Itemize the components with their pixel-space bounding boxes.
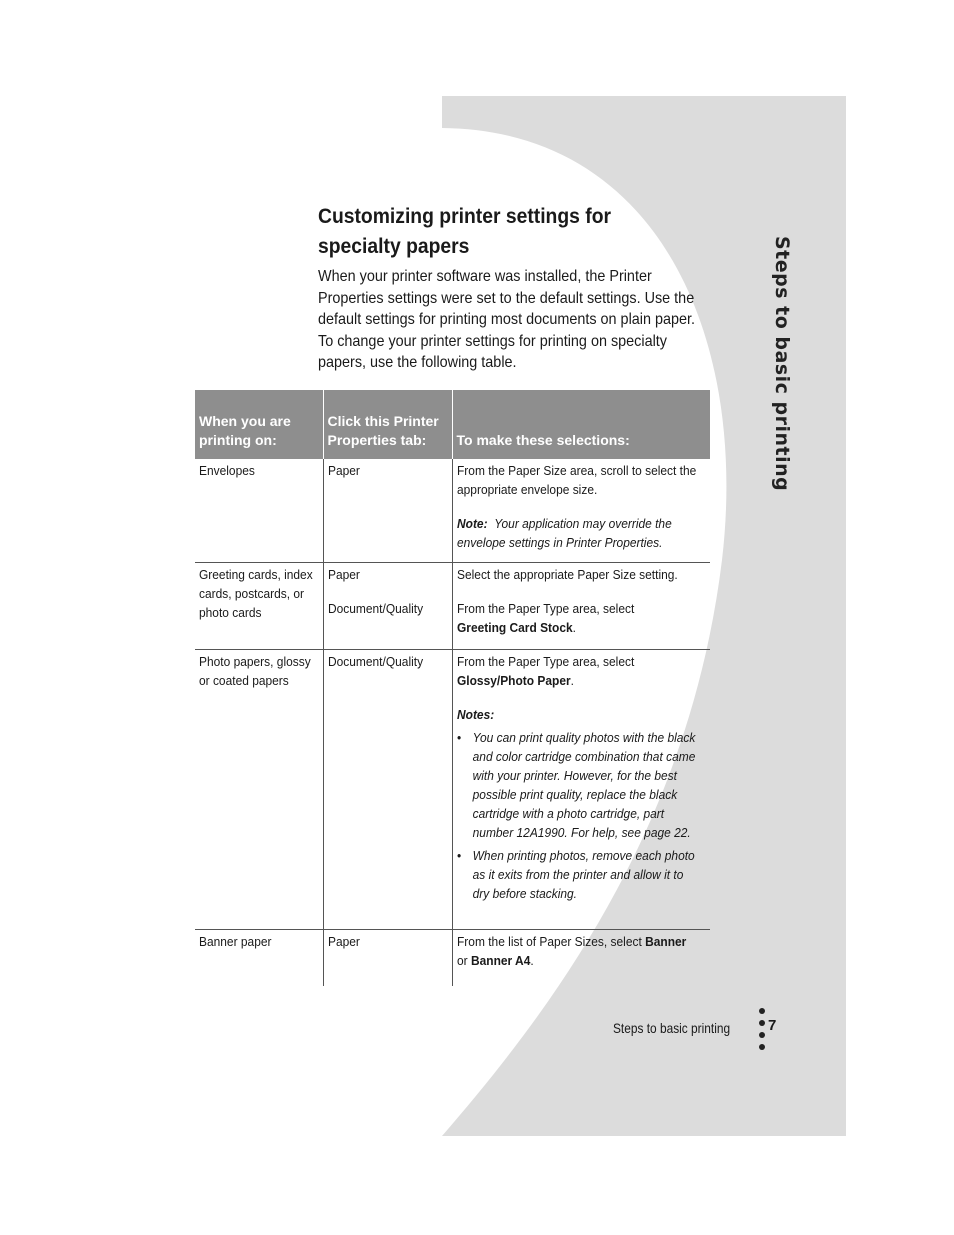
intro-paragraph: When your printer software was installed, the Printer Properties settings were set to the default settings. Use the default settings for printing most documents on plain paper. To change your printer settings for printing on specialty papers, use the following table. bbox=[318, 268, 696, 372]
selection-connector: or bbox=[456, 952, 468, 968]
column-header-selections: To make these selections: bbox=[452, 390, 710, 459]
tab-name-document-quality: Document/Quality bbox=[327, 600, 423, 616]
selection-suffix: . bbox=[529, 952, 534, 968]
list-item: • You can print quality photos with the black and color cartridge combination that came with your printer. However, for the best possible print quality, replace the black cartridge with a photo cartridge, part number 12A1990. For help, see page 22. bbox=[457, 728, 703, 842]
page-number: 7 bbox=[768, 1017, 777, 1034]
column-header-paper: When you are printing on: bbox=[195, 390, 323, 459]
cell-paper: Banner paper bbox=[199, 933, 272, 949]
table-row-greeting-cards bbox=[195, 562, 710, 649]
setting-name: Glossy/Photo Paper bbox=[456, 672, 571, 688]
page-heading: Customizing printer settings for specialty papers bbox=[318, 205, 612, 258]
selection-suffix: . bbox=[570, 672, 574, 688]
tab-name-paper: Paper bbox=[327, 566, 360, 582]
table-row-banner-paper bbox=[195, 929, 710, 986]
table-header-row bbox=[195, 390, 710, 459]
setting-name: Banner bbox=[644, 933, 686, 949]
selection-text bbox=[457, 599, 703, 637]
cell-paper: Envelopes bbox=[195, 459, 323, 562]
selection-prefix: From the Paper Type area, select bbox=[456, 653, 634, 669]
list-item: • When printing photos, remove each photo as it exits from the printer and allow it to dry before stacking. bbox=[457, 846, 703, 903]
selection-text bbox=[457, 932, 703, 970]
notes-list bbox=[457, 728, 703, 903]
cell-paper: Photo papers, glossy or coated papers bbox=[195, 649, 323, 929]
note-text: Your application may override the envelope settings in Printer Properties. bbox=[456, 516, 672, 550]
note-paragraph bbox=[457, 514, 703, 552]
selection-text: From the Paper Size area, scroll to select the appropriate envelope size. bbox=[456, 463, 696, 497]
footer-dots-icon bbox=[759, 1008, 767, 1052]
cell-selections bbox=[452, 929, 710, 986]
selection-prefix: From the Paper Type area, select bbox=[456, 600, 634, 616]
side-section-title: Steps to basic printing bbox=[771, 236, 793, 492]
setting-name: Banner A4 bbox=[470, 952, 530, 968]
selection-suffix: . bbox=[572, 619, 576, 635]
cell-selections bbox=[452, 649, 710, 929]
cell-tab: Document/Quality bbox=[323, 649, 452, 929]
selection-text bbox=[457, 652, 703, 690]
cell-tab bbox=[323, 562, 452, 649]
cell-tab: Paper bbox=[323, 929, 452, 986]
notes-label: Notes: bbox=[456, 706, 494, 722]
table-row-photo-papers bbox=[195, 649, 710, 929]
footer-section-title: Steps to basic printing bbox=[613, 1020, 731, 1036]
cell-tab: Paper bbox=[323, 459, 452, 562]
cell-selections bbox=[452, 562, 710, 649]
cell-paper: Greeting cards, index cards, postcards, or photo cards bbox=[195, 562, 323, 649]
table-row-envelopes bbox=[195, 459, 710, 562]
cell-selections bbox=[452, 459, 710, 562]
setting-name: Greeting Card Stock bbox=[456, 619, 573, 635]
column-header-tab: Click this Printer Properties tab: bbox=[323, 390, 452, 459]
selection-text: Select the appropriate Paper Size setting. bbox=[456, 566, 678, 582]
note-label: Note: bbox=[456, 516, 488, 531]
selection-prefix: From the list of Paper Sizes, select bbox=[456, 933, 642, 949]
specialty-paper-settings-table bbox=[195, 390, 710, 986]
